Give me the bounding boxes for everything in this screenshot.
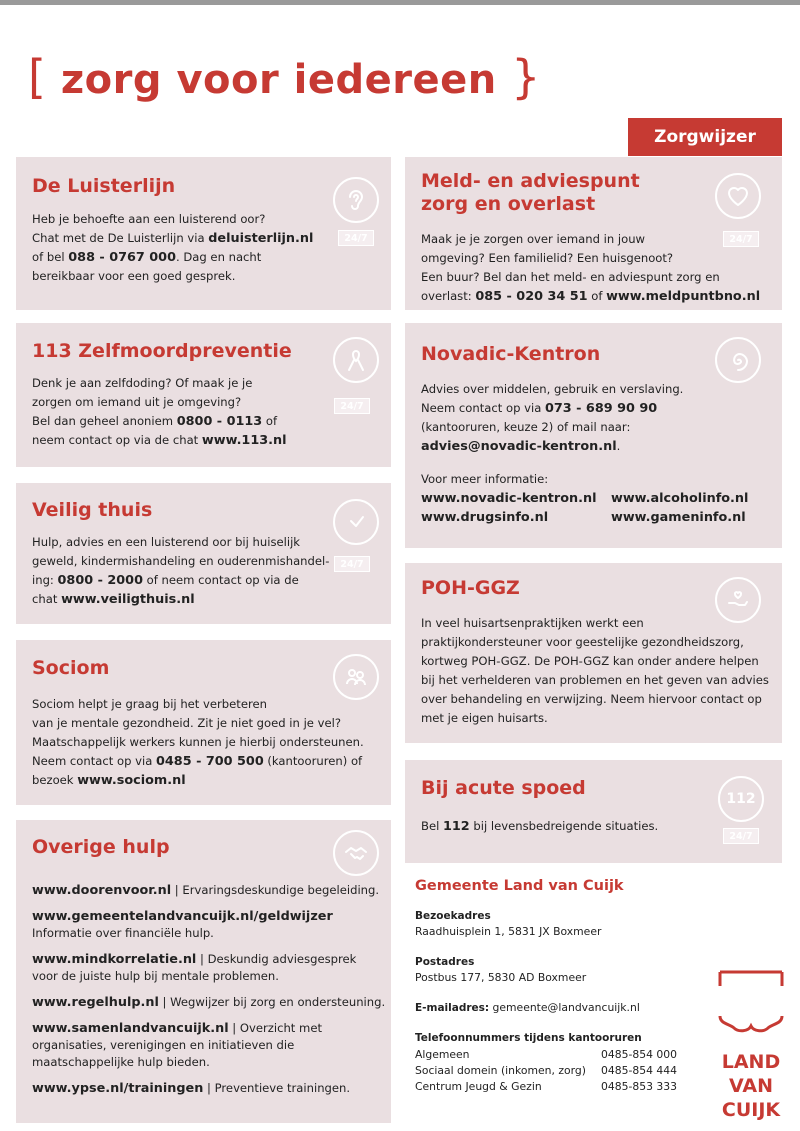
svg-text:VAN: VAN <box>728 1075 774 1097</box>
card-novadic <box>405 323 782 548</box>
card-body: Heb je behoefte aan een luisterend oor? Chat met de De Luisterlijn via deluisterlijn.nl of bel 088 - 0767 000. Dag en nacht bereikbaar voor een goed gesprek. <box>32 212 314 283</box>
card-title: POH-GGZ <box>421 577 520 599</box>
card-body: Denk je aan zelfdoding? Of maak je je zorgen om iemand uit je omgeving? Bel dan geheel anoniem 0800 - 0113 of neem contact op via de chat www.113.nl <box>32 376 287 448</box>
heart-icon <box>715 173 761 219</box>
gemeente-title: Gemeente Land van Cuijk <box>415 878 624 894</box>
samenlandvancuijk-link[interactable]: www.samenlandvancuijk.nl <box>32 1021 229 1036</box>
card-overige-hulp <box>16 820 391 1123</box>
meldpunt-link[interactable]: www.meldpuntbno.nl <box>606 289 761 304</box>
card-body: Advies over middelen, gebruik en verslaving. Neem contact op via 073 - 689 90 90 (kantooruren, keuze 2) of mail naar: advies@novadic-kentron.nl. Voor meer informatie: www.novadic-kentron.nl www.alcoholinfo.nl www.drugsinfo.nl www.gameninfo.nl <box>421 380 751 527</box>
ypse-link[interactable]: www.ypse.nl/trainingen <box>32 1081 204 1096</box>
ribbon-icon <box>333 337 379 383</box>
card-title: Bij acute spoed <box>421 777 586 799</box>
badge-24-7: 24/7 <box>338 230 374 246</box>
doorenvoor-link[interactable]: www.doorenvoor.nl <box>32 883 172 898</box>
ear-icon <box>333 177 379 223</box>
card-body: Hulp, advies en een luisterend oor bij huiselijk geweld, kindermishandeling en ouderenmishandel- ing: 0800 - 2000 of neem contact op via de chat www.veiligthuis.nl <box>32 535 330 607</box>
novadic-link[interactable]: www.novadic-kentron.nl <box>421 491 597 506</box>
card-title: Meld- en adviespunt zorg en overlast <box>421 170 640 215</box>
spiral-icon <box>715 337 761 383</box>
mindkorrelatie-link[interactable]: www.mindkorrelatie.nl <box>32 952 197 967</box>
logo-bracket-icon <box>716 970 786 1130</box>
alcoholinfo-link[interactable]: www.alcoholinfo.nl <box>611 491 749 506</box>
svg-text:CUIJK: CUIJK <box>721 1099 781 1121</box>
badge-24-7: 24/7 <box>334 398 370 414</box>
113-link[interactable]: www.113.nl <box>201 433 287 448</box>
handshake-icon <box>333 830 379 876</box>
gemeente-info: Gemeente Land van Cuijk Bezoekadres Raadhuisplein 1, 5831 JX Boxmeer Postadres Postbus 177, 5830 AD Boxmeer E-mailadres: gemeente@landvancuijk.nl Telefoonnummers tijdens kantooruren Algemeen 0485-854 000 Sociaal domein (inkomen, zorg) 0485-854 444 Centrum Jeugd & Gezin 0485-853 333 <box>415 878 691 1095</box>
gemeente-email-link[interactable]: gemeente@landvancuijk.nl <box>489 1001 640 1014</box>
phone-table: Algemeen 0485-854 000 Sociaal domein (inkomen, zorg) 0485-854 444 Centrum Jeugd & Gezin 0485-853 333 <box>415 1048 678 1093</box>
card-poh-ggz <box>405 563 782 743</box>
card-body: In veel huisartsenpraktijken werkt een praktijkondersteuner voor geestelijke gezondheidszorg, kortweg POH-GGZ. De POH-GGZ kan onder andere helpen bij het verhelderen van problemen en het geven van advies over behandeling en verwijzing. Neem hiervoor contact op met je eigen huisarts. <box>421 616 769 725</box>
card-title: Overige hulp <box>32 836 170 858</box>
luisterlijn-link[interactable]: deluisterlijn.nl <box>208 231 314 246</box>
card-body: Sociom helpt je graag bij het verbeteren van je mentale gezondheid. Zit je niet goed in je vel? Maatschappelijk werkers kunnen je hierbij ondersteunen. Neem contact op via 0485 - 700 500 (kantooruren) of bezoek www.sociom.nl <box>32 697 364 788</box>
emergency-112-icon: 112 <box>718 776 764 822</box>
geldwijzer-link[interactable]: www.gemeentelandvancuijk.nl/geldwijzer <box>32 909 333 924</box>
card-meldpunt <box>405 157 782 310</box>
card-title: Novadic-Kentron <box>421 343 601 365</box>
zorgwijzer-tag: Zorgwijzer <box>628 118 782 156</box>
page-title: [ zorg voor iedereen } <box>28 50 541 104</box>
svg-text:LAND: LAND <box>721 1051 781 1073</box>
card-title: 113 Zelfmoordpreventie <box>32 340 292 362</box>
card-luisterlijn <box>16 157 391 310</box>
drugsinfo-link[interactable]: www.drugsinfo.nl <box>421 510 549 525</box>
gameninfo-link[interactable]: www.gameninfo.nl <box>611 510 746 525</box>
card-body: Bel 112 bij levensbedreigende situaties. <box>421 819 659 834</box>
card-title: Veilig thuis <box>32 499 153 521</box>
regelhulp-link[interactable]: www.regelhulp.nl <box>32 995 159 1010</box>
card-veilig-thuis <box>16 483 391 624</box>
card-body: www.doorenvoor.nl | Ervaringsdeskundige begeleiding. www.gemeentelandvancuijk.nl/geldwijzer Informatie over financiële hulp. www.mindkorrelatie.nl | Deskundig adviesgesprek voor de juiste hulp bij mentale problemen. www.regelhulp.nl | Wegwijzer bij zorg en ondersteuning. www.samenlandvancuijk.nl | Overzicht met organisaties, verenigingen en initiatieven die maatschappelijke hulp bieden. www.ypse.nl/trainingen | Preventieve trainingen. <box>32 883 386 1096</box>
card-body: Maak je je zorgen over iemand in jouw omgeving? Een familielid? Een huisgenoot? Een buur? Bel dan het meld- en adviespunt zorg en overlast: 085 - 020 34 51 of www.meldpuntbno.nl <box>421 232 761 304</box>
card-acute-spoed <box>405 760 782 863</box>
badge-24-7: 24/7 <box>723 231 759 247</box>
people-icon <box>333 654 379 700</box>
badge-24-7: 24/7 <box>723 828 759 844</box>
card-title: Sociom <box>32 657 110 679</box>
arrow-circle-icon <box>333 499 379 545</box>
badge-24-7: 24/7 <box>334 556 370 572</box>
card-sociom <box>16 640 391 805</box>
card-113 <box>16 323 391 467</box>
sociom-link[interactable]: www.sociom.nl <box>77 773 186 788</box>
land-van-cuijk-logo <box>716 970 786 1130</box>
top-bar <box>0 0 800 5</box>
card-title: De Luisterlijn <box>32 175 176 197</box>
veiligthuis-link[interactable]: www.veiligthuis.nl <box>61 592 195 607</box>
novadic-mail-link[interactable]: advies@novadic-kentron.nl <box>421 439 617 454</box>
